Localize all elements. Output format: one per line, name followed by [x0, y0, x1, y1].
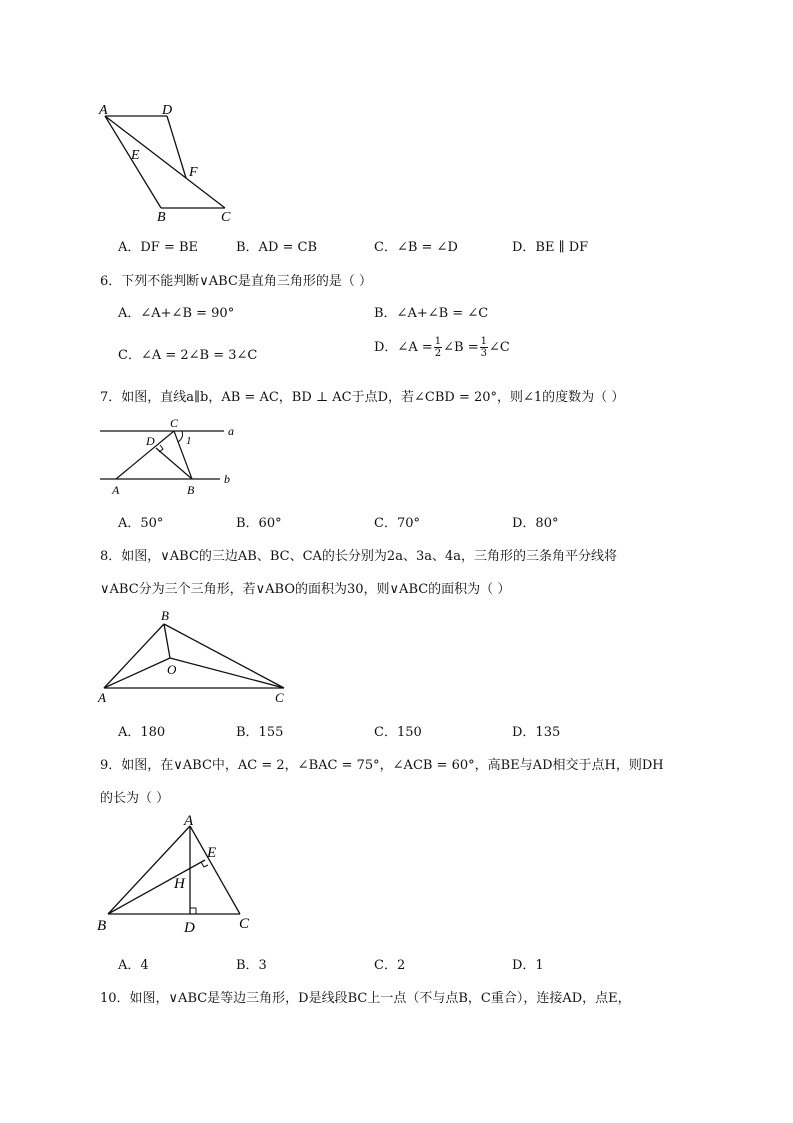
segment-CO [170, 658, 284, 688]
q9-figure [94, 812, 264, 940]
label-O: O [167, 662, 177, 677]
q6-option-d-suffix: ∠C [488, 340, 510, 355]
q9-stem-line-2: 的长为（ ） [100, 791, 170, 806]
q9-option-c: C．2 [374, 958, 406, 973]
q7-stem: 7．如图，直线a∥b，AB = AC，BD ⊥ AC于点D，若∠CBD = 20°，则∠1的度数为（ ） [100, 390, 625, 405]
label-B: B [187, 483, 195, 497]
label-1: 1 [186, 435, 192, 447]
label-D: D [184, 920, 195, 936]
label-A: A [112, 483, 120, 497]
label-C: C [170, 416, 179, 430]
q5-option-b: B．AD = CB [236, 240, 318, 255]
q6-option-d [374, 336, 510, 359]
label-a: a [228, 424, 234, 438]
right-angle-mark [159, 445, 163, 452]
q6-option-a: A．∠A+∠B = 90° [118, 306, 235, 321]
q6-stem: 6．下列不能判断∨ABC是直角三角形的是（ ） [100, 274, 373, 289]
q6-option-d-mid: ∠B = [443, 340, 479, 355]
label-D: D [146, 434, 155, 448]
label-C: C [239, 916, 250, 932]
q8-stem-line-2: ∨ABC分为三个三角形，若∨ABO的面积为30，则∨ABC的面积为（ ） [100, 582, 511, 597]
segment-AC [190, 826, 240, 914]
q6-option-b: B．∠A+∠B = ∠C [374, 306, 489, 321]
segment-BO [164, 624, 170, 658]
q8-option-b: B．155 [236, 725, 284, 740]
fraction-denominator: 3 [480, 348, 487, 359]
fraction-numerator: 1 [434, 336, 442, 347]
segment-AB [104, 624, 164, 688]
label-D: D [162, 103, 173, 118]
q8-option-d: D．135 [512, 725, 561, 740]
fraction-denominator: 2 [434, 348, 442, 359]
right-angle-mark-e [201, 862, 208, 867]
q5-figure [95, 96, 255, 226]
label-C: C [221, 210, 231, 225]
q10-stem-line-1: 10．如图，∨ABC是等边三角形，D是线段BC上一点（不与点B，C重合），连接AD，点E， [100, 991, 631, 1006]
segment-AO [104, 658, 170, 688]
q8-stem-line-1: 8．如图，∨ABC的三边AB、BC、CA的长分别为2a、3a、4a，三角形的三条角平分线将 [100, 549, 617, 564]
fraction-numerator: 1 [480, 336, 487, 347]
label-E: E [131, 148, 140, 163]
segment-AC [116, 431, 174, 479]
label-A: A [184, 813, 194, 829]
segment-AB [108, 826, 190, 914]
q7-figure [96, 414, 246, 498]
label-F: F [189, 165, 198, 180]
q7-option-b: B．60° [236, 516, 282, 531]
segment-AC [105, 116, 225, 208]
q8-option-a: A．180 [118, 725, 166, 740]
q6-option-c: C．∠A = 2∠B = 3∠C [118, 348, 258, 363]
label-B: B [97, 918, 107, 934]
label-A: A [99, 103, 108, 118]
q9-option-a: A．4 [118, 958, 149, 973]
segment-DF [167, 116, 186, 178]
label-H: H [174, 876, 185, 892]
q5-option-d: D．BE ∥ DF [512, 240, 589, 255]
q7-option-c: C．70° [374, 516, 420, 531]
q9-option-d: D．1 [512, 958, 544, 973]
q5-option-a: A．DF = BE [118, 240, 199, 255]
label-C: C [275, 690, 284, 705]
q7-option-d: D．80° [512, 516, 559, 531]
fraction-one-half [434, 336, 442, 359]
q6-option-d-prefix: D．∠A = [374, 340, 433, 355]
q8-option-c: C．150 [374, 725, 422, 740]
label-A: A [98, 690, 106, 705]
fraction-one-third [480, 336, 488, 359]
label-B: B [157, 210, 166, 225]
q5-option-c: C．∠B = ∠D [374, 240, 458, 255]
segment-BC [164, 624, 284, 688]
label-b: b [224, 472, 230, 486]
right-angle-mark-d [190, 908, 196, 914]
label-E: E [207, 845, 217, 861]
q9-option-b: B．3 [236, 958, 267, 973]
q8-figure [94, 604, 294, 708]
angle-1-arc [178, 431, 183, 442]
q7-option-a: A．50° [118, 516, 164, 531]
label-B: B [161, 608, 169, 623]
q9-stem-line-1: 9．如图，在∨ABC中，AC = 2，∠BAC = 75°，∠ACB = 60°，高BE与AD相交于点H，则DH [100, 758, 664, 773]
